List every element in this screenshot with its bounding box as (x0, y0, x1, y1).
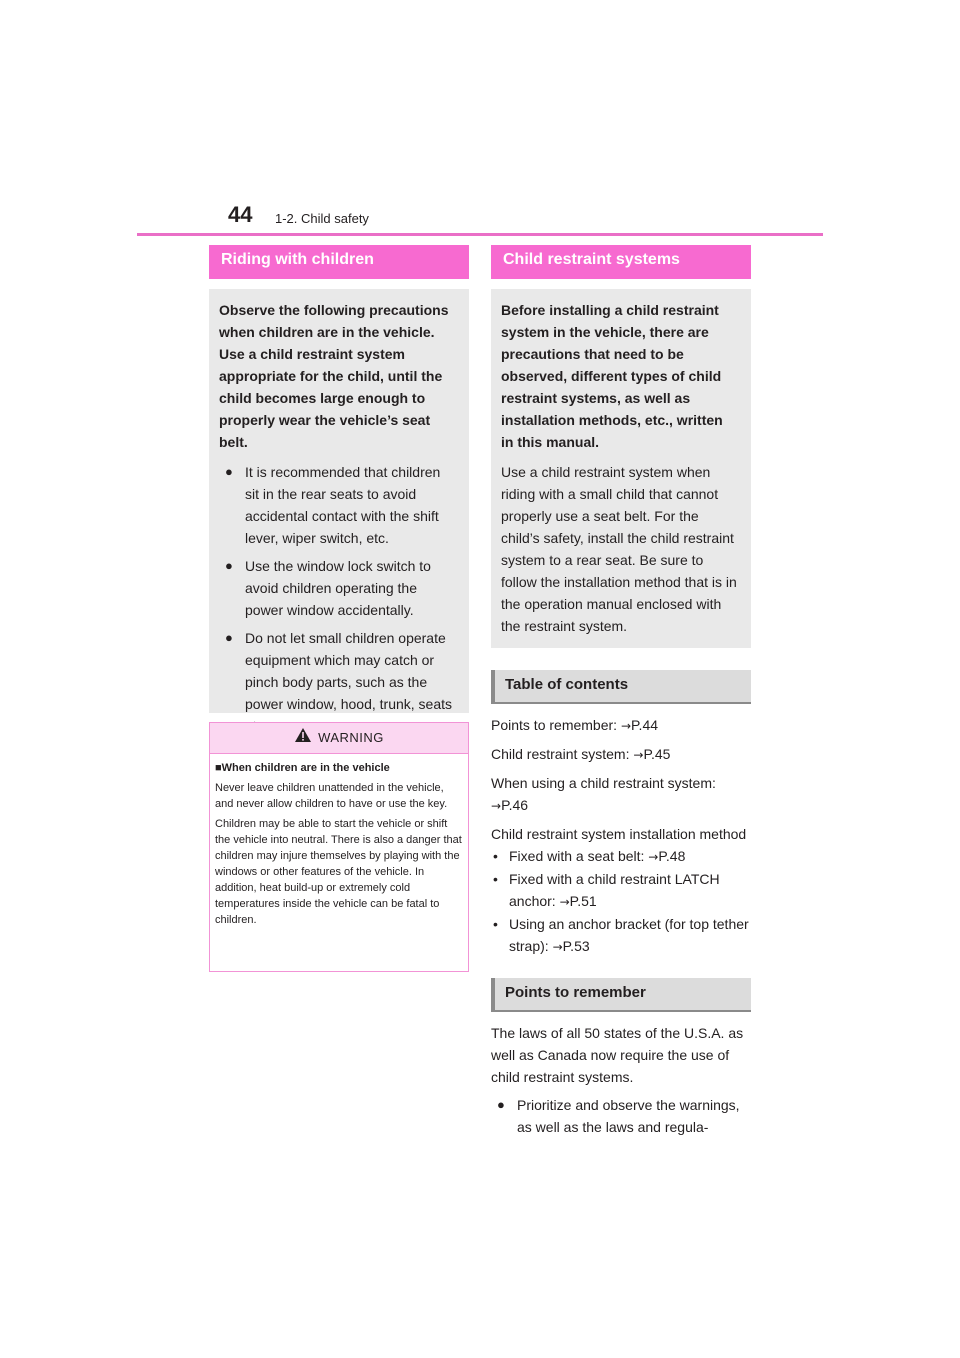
bullet-icon: ● (225, 630, 233, 645)
page-number: 44 (228, 202, 253, 227)
toc-item[interactable]: When using a child restraint system: →P.46 (491, 775, 716, 813)
table-of-contents-heading: Table of contents (491, 670, 751, 704)
bullet-icon: ● (497, 1097, 505, 1112)
bullet-icon: ● (225, 558, 233, 573)
bullet-icon: ● (225, 464, 233, 479)
toc-subitem[interactable]: • Fixed with a seat belt: →P.48 (493, 848, 686, 864)
intro-text: Use a child restraint system when riding with a small child that cannot properly use a seat belt. For the child’s safety, install the child restraint system to a rear seat. Be sure to follow the installation method that is in the operation manual enclosed with the restraint system. (501, 464, 737, 634)
toc-item[interactable]: Child restraint system: →P.45 (491, 746, 671, 762)
child-restraint-intro-box (491, 289, 751, 648)
warning-label: WARNING (318, 730, 384, 745)
right-column (491, 245, 751, 1144)
points-to-remember-heading: Points to remember (491, 978, 751, 1012)
list-item: ● Use the window lock switch to avoid children operating the power window accidentally. (219, 555, 457, 621)
left-column (209, 245, 469, 713)
warning-subheading: ■When children are in the vehicle (215, 762, 390, 774)
child-restraint-systems-heading: Child restraint systems (491, 245, 751, 279)
header-rule (137, 233, 823, 236)
intro-bold-text: Before installing a child restraint system in the vehicle, there are precautions that need to be observed, different types of child restraint systems, as well as installation methods, etc., written in this manual. (501, 302, 723, 450)
toc-subitem[interactable]: • Fixed with a child restraint LATCH anchor: →P.51 (493, 871, 720, 909)
toc-item[interactable]: Points to remember: →P.44 (491, 717, 659, 733)
riding-with-children-heading: Riding with children (209, 245, 469, 279)
list-item: ● Prioritize and observe the warnings, as well as the laws and regula- (491, 1094, 751, 1138)
toc-method-label: Child restraint system installation method (491, 826, 747, 842)
table-of-contents (491, 714, 751, 958)
section-title: 1-2. Child safety (275, 211, 369, 226)
toc-subitem[interactable]: • Using an anchor bracket (for top tether strap): →P.53 (493, 916, 749, 954)
riding-with-children-box (209, 289, 469, 713)
points-text: The laws of all 50 states of the U.S.A. as well as Canada now require the use of child restraint systems. (491, 1025, 744, 1085)
points-to-remember (491, 1022, 751, 1138)
warning-triangle-icon (294, 724, 312, 754)
intro-text: Observe the following precautions when children are in the vehicle. Use a child restraint system appropriate for the child, until the child becomes large enough to properly wear the vehicle’s seat belt. (219, 302, 449, 450)
warning-box (209, 722, 469, 972)
warning-header (210, 723, 468, 754)
warning-paragraph: Children may be able to start the vehicle or shift the vehicle into neutral. There is also a danger that children may injure themselves by playing with the windows or other features of the vehicle. In addition, heat build-up or extremely cold temperatures inside the vehicle can be fatal to children. (215, 818, 462, 926)
list-item: ● Do not let small children operate equipment which may catch or pinch body parts, such as the power window, hood, trunk, seats (219, 627, 457, 737)
warning-paragraph: Never leave children unattended in the vehicle, and never allow children to have or use the key. (215, 782, 448, 810)
list-item: ● It is recommended that children sit in the rear seats to avoid accidental contact with the shift lever, wiper switch, etc. (219, 461, 457, 549)
